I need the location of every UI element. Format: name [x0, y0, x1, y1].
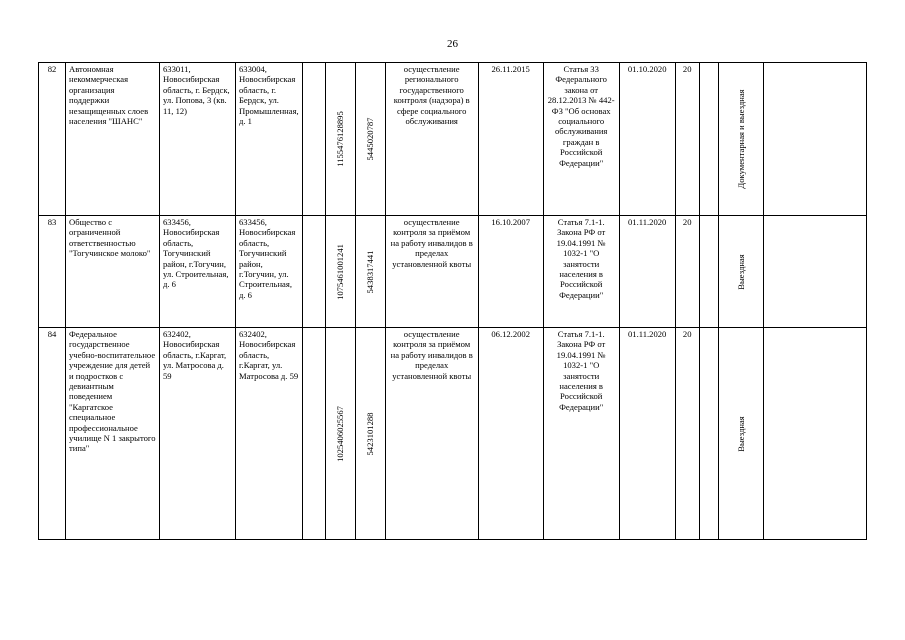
empty-cell — [699, 328, 718, 540]
legal-address: 633011, Новосибирская область, г. Бердск, ул. Попова, 3 (кв. 11, 12) — [160, 63, 236, 216]
legal-basis: Статья 7.1-1. Закона РФ от 19.04.1991 № 1032-1 "О занятости населения в Российской Федерации" — [543, 328, 619, 540]
empty-cell — [763, 63, 866, 216]
inn: 5438317441 — [364, 250, 375, 293]
inn-cell — [355, 216, 385, 328]
legal-address: 632402, Новосибирская область, г.Каргат, ул. Матросова д. 59 — [160, 328, 236, 540]
ogrn: 1025406025567 — [334, 405, 345, 462]
actual-address: 633456, Новосибирская область, Тогучинский район, г.Тогучин, ул. Строительная, д. 6 — [236, 216, 303, 328]
table-row — [39, 63, 867, 216]
inn: 5445020787 — [364, 117, 375, 161]
inspection-form-cell — [718, 328, 763, 540]
organization-name: Автономная некоммерческая организация поддержки незащищенных слоев населения "ШАНС" — [66, 63, 160, 216]
table-row — [39, 216, 867, 328]
inspection-form: Выездная — [735, 415, 746, 452]
ogrn-cell — [325, 216, 355, 328]
ogrn-cell — [325, 63, 355, 216]
empty-cell — [699, 216, 718, 328]
ogrn: 1075461001241 — [334, 243, 345, 300]
legal-address: 633456, Новосибирская область, Тогучинский район, г.Тогучин, ул. Строительная, д. 6 — [160, 216, 236, 328]
row-number: 82 — [39, 63, 66, 216]
inspection-form-cell — [718, 63, 763, 216]
row-number: 84 — [39, 328, 66, 540]
actual-address: 633004, Новосибирская область, г. Бердск, ул. Промышленная, д. 1 — [236, 63, 303, 216]
empty-cell — [699, 63, 718, 216]
inspection-plan-table — [38, 62, 867, 540]
empty-cell — [763, 216, 866, 328]
registration-date: 06.12.2002 — [478, 328, 543, 540]
inn-cell — [355, 63, 385, 216]
inspection-form: Документарная и выездная — [735, 89, 746, 189]
organization-name: Федеральное государственное учебно-воспитательное учреждение для детей и подростков с девиантным поведением "Каргатское специальное профессиональное училище N 1 закрытого типа" — [66, 328, 160, 540]
duration-days: 20 — [675, 63, 699, 216]
duration-days: 20 — [675, 216, 699, 328]
actual-address: 632402, Новосибирская область, г.Каргат, ул. Матросова д. 59 — [236, 328, 303, 540]
duration-days: 20 — [675, 328, 699, 540]
registration-date: 16.10.2007 — [478, 216, 543, 328]
legal-basis: Статья 33 Федерального закона от 28.12.2013 № 442-ФЗ "Об основах социального обслуживания граждан в Российской Федерации" — [543, 63, 619, 216]
page-number: 26 — [447, 38, 458, 50]
inspection-purpose: осуществление регионального государственного контроля (надзора) в сфере социального обслуживания — [385, 63, 478, 216]
empty-cell — [302, 63, 325, 216]
inn: 5423101288 — [364, 412, 375, 455]
organization-name: Общество с ограниченной ответственностью "Тогучинское молоко" — [66, 216, 160, 328]
inspection-form: Выездная — [735, 253, 746, 290]
empty-cell — [302, 328, 325, 540]
inspection-form-cell — [718, 216, 763, 328]
ogrn: 1155476128895 — [334, 111, 345, 167]
start-date: 01.11.2020 — [619, 328, 675, 540]
start-date: 01.11.2020 — [619, 216, 675, 328]
table-row — [39, 328, 867, 540]
row-number: 83 — [39, 216, 66, 328]
inspection-purpose: осуществление контроля за приёмом на работу инвалидов в пределах установленной квоты — [385, 216, 478, 328]
start-date: 01.10.2020 — [619, 63, 675, 216]
registration-date: 26.11.2015 — [478, 63, 543, 216]
inn-cell — [355, 328, 385, 540]
empty-cell — [302, 216, 325, 328]
empty-cell — [763, 328, 866, 540]
legal-basis: Статья 7.1-1. Закона РФ от 19.04.1991 № 1032-1 "О занятости населения в Российской Федерации" — [543, 216, 619, 328]
ogrn-cell — [325, 328, 355, 540]
inspection-purpose: осуществление контроля за приёмом на работу инвалидов в пределах установленной квоты — [385, 328, 478, 540]
